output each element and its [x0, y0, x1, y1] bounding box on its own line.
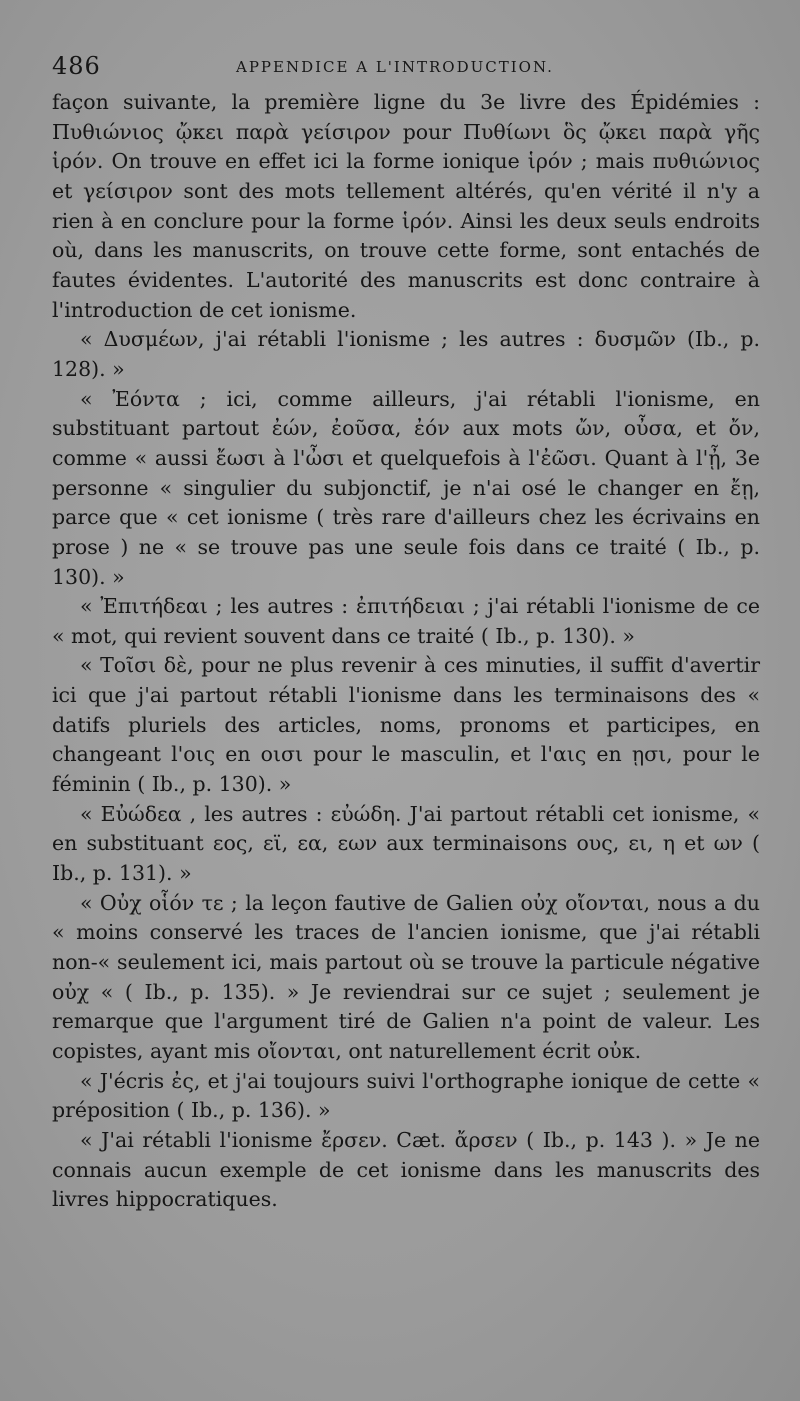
paragraph-epitedeai: « Ἐπιτήδεαι ; les autres : ἐπιτήδειαι ; j'ai rétabli l'ionisme de ce « mot, qui revient souvent dans ce traité ( Ib., p. 130). » — [52, 594, 760, 648]
paragraph-euodea: « Εὐώδεα , les autres : εὐώδη. J'ai partout rétabli cet ionisme, « en substituant εος, εϊ, εα, εων aux terminaisons ους, ει, η et ων ( Ib., p. 131). » — [52, 801, 760, 886]
paragraph-dysmeon: « Δυσμέων, j'ai rétabli l'ionisme ; les autres : δυσμῶν (Ib., p. 128). » — [52, 327, 760, 381]
running-head: APPENDICE A L'INTRODUCTION. — [236, 58, 554, 76]
paragraph-es: « J'écris ἐς, et j'ai toujours suivi l'orthographe ionique de cette « préposition ( Ib., p. 136). » — [52, 1068, 760, 1123]
page-header — [52, 44, 748, 84]
paragraph-continuation: façon suivante, la première ligne du 3e livre des Épidémies : Πυθιώνιος ᾤκει παρὰ γείσιρον pour Πυθίωνι ὃς ᾤκει παρὰ γῆς ἱρόν. On trouve en effet ici la forme ionique ἱρόν ; mais πυθιώνιος et γείσιρον sont des mots tellement altérés, qu'en vérité il n'y a rien à en conclure pour la forme ἱρόν. Ainsi les deux seuls endroits où, dans les manuscrits, on trouve cette forme, sont entachés de fautes évidentes. L'autorité des manuscrits est donc contraire à l'introduction de cet ionisme. — [52, 90, 760, 322]
paragraph-ouch-oion: « Οὐχ οἷόν τε ; la leçon fautive de Galien οὐχ οἴονται, nous a du « moins conservé les traces de l'ancien ionisme, que j'ai rétabli non-« seulement ici, mais partout où se trouve la particule négative οὐχ « ( Ib., p. 135). » Je reviendrai sur ce sujet ; seulement je remarque que l'argument tiré de Galien n'a point de valeur. Les copistes, ayant mis οἴονται, ont naturellement écrit οὐκ. — [52, 890, 760, 1063]
paragraph-toisi: « Τοῖσι δὲ, pour ne plus revenir à ces minuties, il suffit d'avertir ici que j'ai partout rétabli l'ionisme dans les terminaisons des « datifs pluriels des articles, noms, pronoms et participes, en changeant l'οις en οισι pour le masculin, et l'αις en ῃσι, pour le féminin ( Ib., p. 130). » — [52, 653, 760, 797]
body-text — [52, 88, 760, 1215]
paragraph-ersen: « J'ai rétabli l'ionisme ἔρσεν. Cæt. ἄρσεν ( Ib., p. 143 ). » Je ne connais aucun exemple de cet ionisme dans les manuscrits des livres hippocratiques. — [52, 1127, 760, 1212]
page-number: 486 — [52, 52, 101, 80]
paragraph-eonta: « Ἐόντα ; ici, comme ailleurs, j'ai rétabli l'ionisme, en substituant partout ἐών, ἐοῦσα, ἐόν aux mots ὤν, οὖσα, et ὄν, comme « aussi ἔωσι à l'ὦσι et quelquefois à l'ἐῶσι. Quant à l'ᾖ, 3e personne « singulier du subjonctif, je n'ai osé le changer en ἔῃ, parce que « cet ionisme ( très rare d'ailleurs chez les écrivains en prose ) ne « se trouve pas une seule fois dans ce traité ( Ib., p. 130). » — [52, 386, 760, 589]
